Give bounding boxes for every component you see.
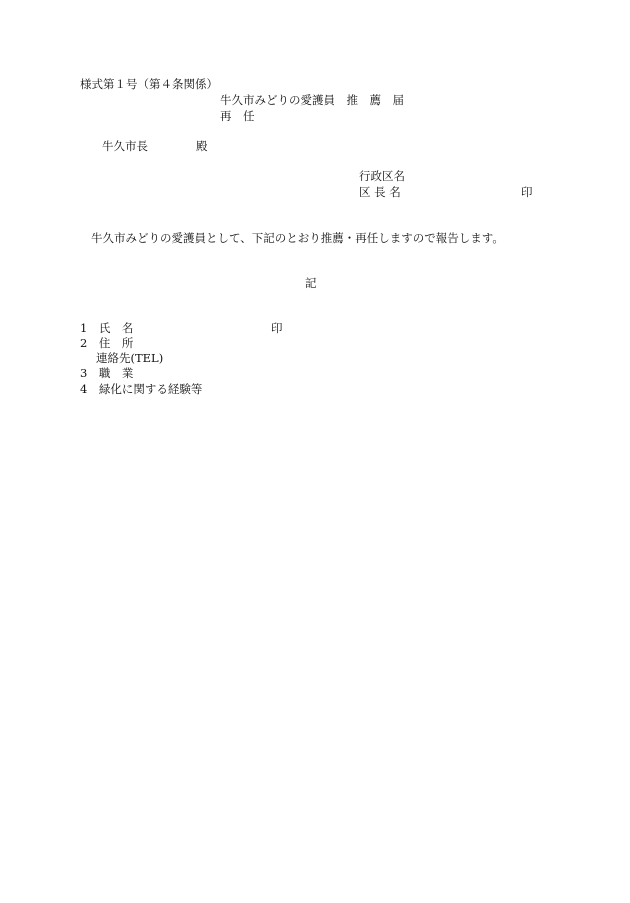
- ward-name-label: 行政区名: [359, 169, 405, 183]
- addressee-name: 牛久市長: [102, 139, 148, 153]
- item-address-label: 2 住 所: [80, 336, 134, 350]
- report-statement: 牛久市みどりの愛護員として、下記のとおり推薦・再任しますので報告します。: [91, 231, 504, 245]
- item-contact-label: 連絡先(TEL): [96, 351, 164, 365]
- ki-heading: 記: [305, 276, 317, 290]
- form-number-label: 様式第１号（第４条関係）: [80, 77, 218, 91]
- addressee-honorific: 殿: [196, 139, 208, 153]
- document-title: 牛久市みどりの愛護員 推 薦 届: [220, 93, 404, 107]
- document-title-reappointment: 再 任: [220, 109, 255, 123]
- item-name-seal-mark: 印: [271, 321, 283, 335]
- item-occupation-label: 3 職 業: [80, 366, 134, 380]
- item-name-label: 1 氏 名: [80, 321, 134, 335]
- item-experience-label: 4 緑化に関する経験等: [80, 382, 203, 396]
- ward-chief-seal-mark: 印: [521, 185, 533, 199]
- ward-chief-name-label: 区 長 名: [359, 185, 401, 199]
